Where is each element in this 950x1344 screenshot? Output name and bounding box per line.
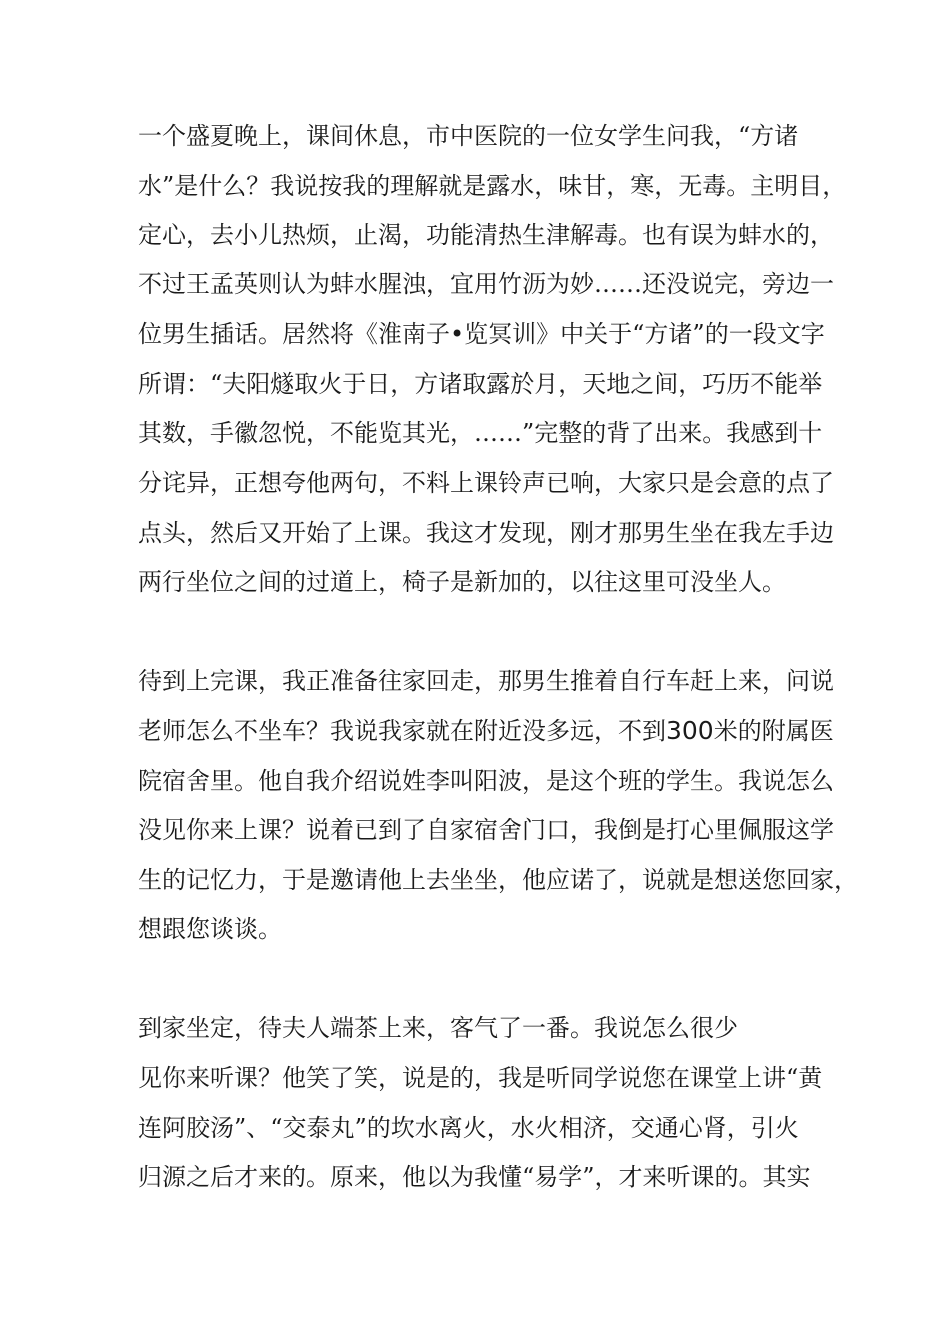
text-line: 不过王孟英则认为蚌水腥浊，宜用竹沥为妙……还没说完，旁边一: [138, 270, 834, 298]
text-line: 水”是什么？我说按我的理解就是露水，味甘，寒，无毒。主明目，: [138, 172, 847, 200]
text-line: 点头，然后又开始了上课。我这才发现，刚才那男生坐在我左手边: [138, 519, 834, 547]
text-line: 分诧异，正想夸他两句，不料上课铃声已响，大家只是会意的点了: [138, 469, 834, 497]
text-line: 生的记忆力，于是邀请他上去坐坐，他应诺了，说就是想送您回家，: [138, 866, 858, 894]
text-line: 所谓：“夫阳燧取火于日，方诸取露於月，天地之间，巧历不能举: [138, 370, 823, 398]
text-line: 位男生插话。居然将《淮南子•览冥训》中关于“方诸”的一段文字: [138, 320, 825, 348]
text-line: 归源之后才来的。原来，他以为我懂“易学”，才来听课的。其实: [138, 1163, 811, 1191]
text-line: 两行坐位之间的过道上，椅子是新加的，以往这里可没坐人。: [138, 568, 786, 596]
text-line: 待到上完课，我正准备往家回走，那男生推着自行车赶上来，问说: [138, 667, 834, 695]
text-line: 想跟您谈谈。: [138, 915, 282, 943]
number-span: 300: [666, 716, 714, 745]
text-line: 连阿胶汤”、“交泰丸”的坎水离火，水火相济，交通心肾，引火: [138, 1114, 799, 1142]
text-line: 院宿舍里。他自我介绍说姓李叫阳波，是这个班的学生。我说怎么: [138, 767, 834, 795]
text-line: 到家坐定，待夫人端茶上来，客气了一番。我说怎么很少: [138, 1014, 738, 1042]
text-line: 见你来听课？他笑了笑，说是的，我是听同学说您在课堂上讲“黄: [138, 1064, 823, 1092]
text-span: 老师怎么不坐车？我说我家就在附近没多远，不到: [138, 717, 666, 745]
text-line: 定心，去小儿热烦，止渴，功能清热生津解毒。也有误为蚌水的，: [138, 221, 834, 249]
text-line: 没见你来上课？说着已到了自家宿舍门口，我倒是打心里佩服这学: [138, 816, 834, 844]
text-line: 其数，手徽忽悦，不能览其光，……”完整的背了出来。我感到十: [138, 419, 823, 447]
text-line: [138, 716, 834, 746]
text-line: 一个盛夏晚上，课间休息，市中医院的一位女学生问我，“方诸: [138, 122, 799, 150]
text-span: 米的附属医: [713, 717, 834, 745]
